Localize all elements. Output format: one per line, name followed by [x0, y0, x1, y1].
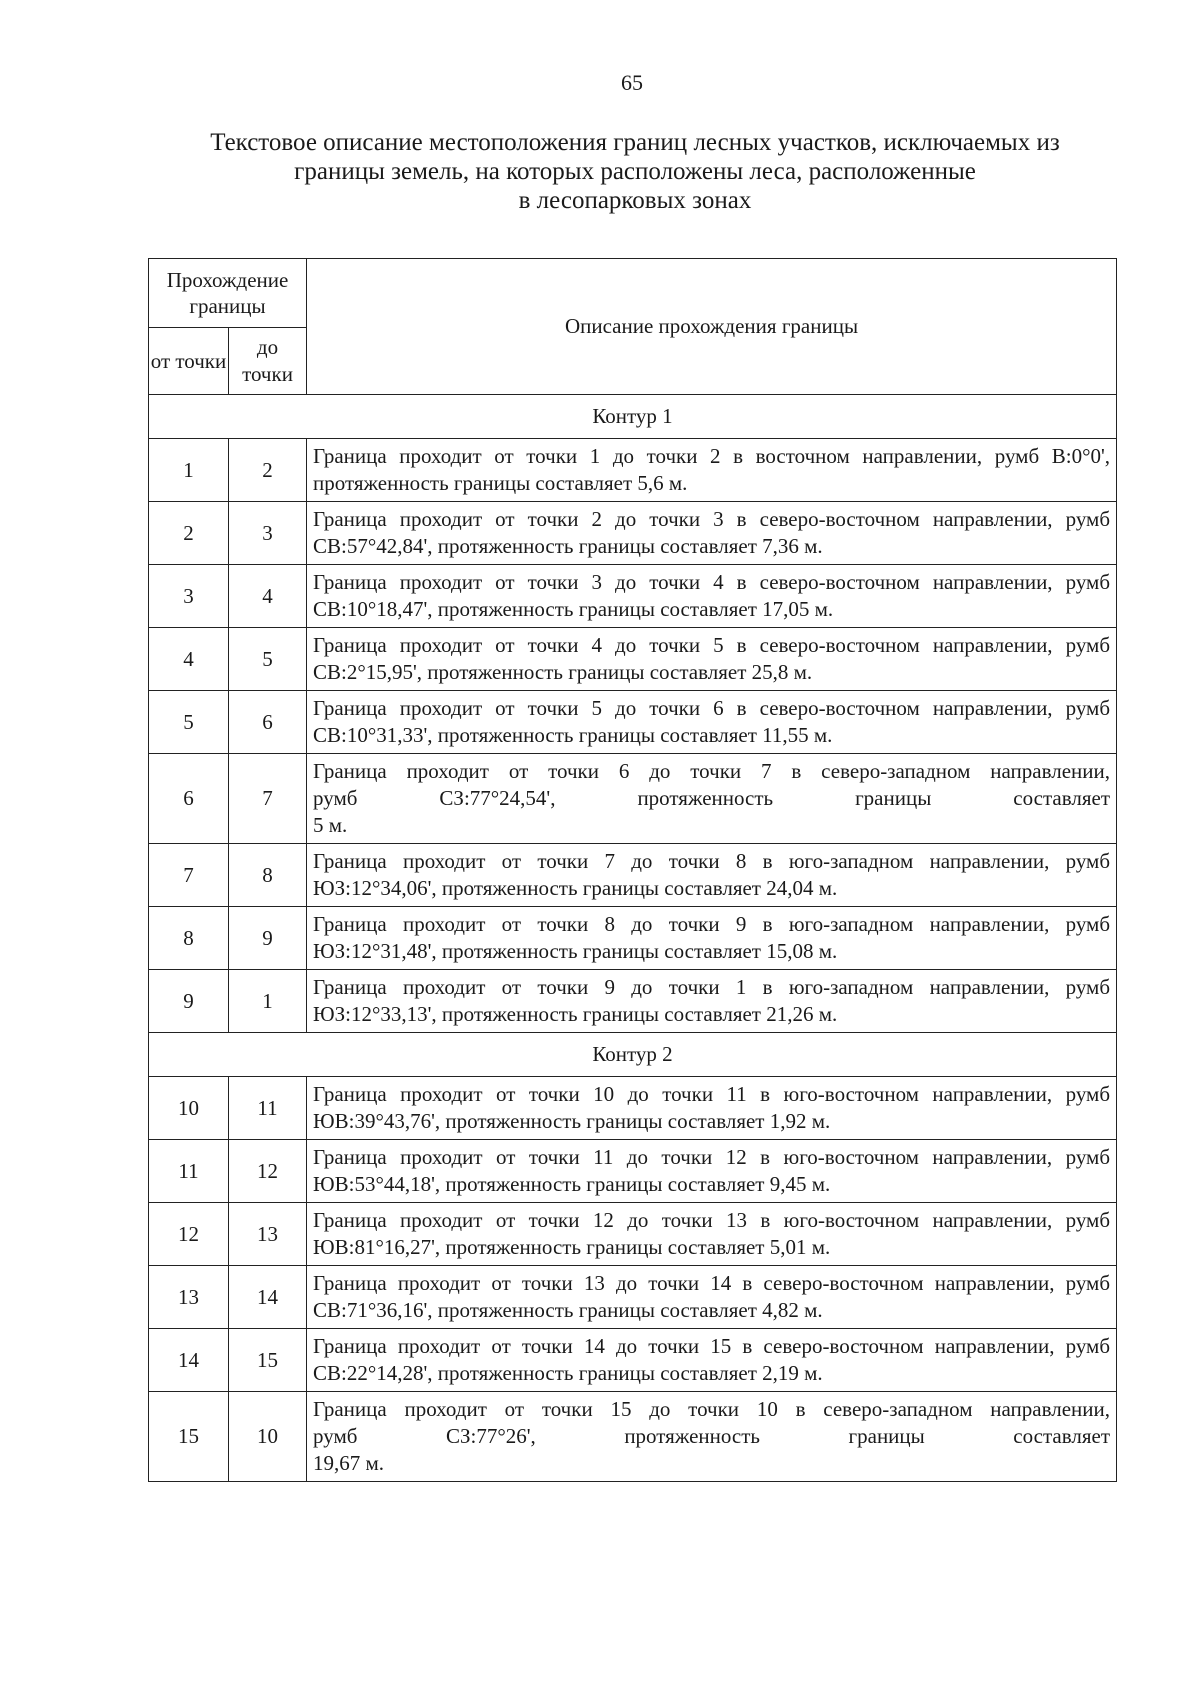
description-cell: Граница проходит от точки 1 до точки 2 в восточном направлении, румб В:0°0', протяженность границы составляет 5,6 м. [307, 439, 1117, 502]
table-row [149, 754, 1117, 844]
to-point-cell: 8 [229, 844, 307, 907]
description-cell: Граница проходит от точки 2 до точки 3 в северо-восточном направлении, румб СВ:57°42,84', протяженность границы составляет 7,36 м. [307, 502, 1117, 565]
from-point-cell: 5 [149, 691, 229, 754]
description-cell: Граница проходит от точки 3 до точки 4 в северо-восточном направлении, румб СВ:10°18,47', протяженность границы составляет 17,05 м. [307, 565, 1117, 628]
to-point-cell: 5 [229, 628, 307, 691]
header-to-point: до точки [229, 328, 307, 395]
table-row [149, 1392, 1117, 1482]
from-point-cell: 11 [149, 1140, 229, 1203]
description-line: 5 м. [313, 813, 348, 837]
to-point-cell: 4 [229, 565, 307, 628]
description-line: румб СЗ:77°26', протяженность границы составляет [313, 1424, 1111, 1448]
table-row [149, 565, 1117, 628]
header-boundary-passage: Прохождение границы [149, 259, 307, 328]
title-line: границы земель, на которых расположены леса, расположенные [294, 158, 976, 185]
from-point-cell: 13 [149, 1266, 229, 1329]
document-title [140, 128, 1130, 215]
description-line: румб СЗ:77°24,54', протяженность границы составляет [313, 786, 1111, 810]
description-cell: Граница проходит от точки 5 до точки 6 в северо-восточном направлении, румб СВ:10°31,33', протяженность границы составляет 11,55 м. [307, 691, 1117, 754]
from-point-cell: 14 [149, 1329, 229, 1392]
to-point-cell: 1 [229, 970, 307, 1033]
table-row [149, 439, 1117, 502]
table-row [149, 1140, 1117, 1203]
to-point-cell: 12 [229, 1140, 307, 1203]
from-point-cell: 15 [149, 1392, 229, 1482]
description-cell [307, 754, 1117, 844]
title-line: в лесопарковых зонах [518, 187, 752, 214]
table-row [149, 691, 1117, 754]
description-cell: Граница проходит от точки 12 до точки 13 в юго-восточном направлении, румб ЮВ:81°16,27', протяженность границы составляет 5,01 м. [307, 1203, 1117, 1266]
table-row [149, 1266, 1117, 1329]
from-point-cell: 3 [149, 565, 229, 628]
description-cell: Граница проходит от точки 7 до точки 8 в юго-западном направлении, румб ЮЗ:12°34,06', протяженность границы составляет 24,04 м. [307, 844, 1117, 907]
contour-label: Контур 2 [149, 1033, 1117, 1077]
from-point-cell: 4 [149, 628, 229, 691]
from-point-cell: 7 [149, 844, 229, 907]
description-cell: Граница проходит от точки 11 до точки 12 в юго-восточном направлении, румб ЮВ:53°44,18', протяженность границы составляет 9,45 м. [307, 1140, 1117, 1203]
description-cell: Граница проходит от точки 14 до точки 15 в северо-восточном направлении, румб СВ:22°14,28', протяженность границы составляет 2,19 м. [307, 1329, 1117, 1392]
contour-label: Контур 1 [149, 395, 1117, 439]
to-point-cell: 15 [229, 1329, 307, 1392]
header-boundary-description: Описание прохождения границы [307, 259, 1117, 395]
description-line: Граница проходит от точки 6 до точки 7 в северо-западном направлении, [313, 759, 1111, 783]
from-point-cell: 2 [149, 502, 229, 565]
description-cell: Граница проходит от точки 13 до точки 14 в северо-восточном направлении, румб СВ:71°36,16', протяженность границы составляет 4,82 м. [307, 1266, 1117, 1329]
to-point-cell: 7 [229, 754, 307, 844]
boundary-description-table [148, 258, 1117, 1482]
description-cell: Граница проходит от точки 8 до точки 9 в юго-западном направлении, румб ЮЗ:12°31,48', протяженность границы составляет 15,08 м. [307, 907, 1117, 970]
from-point-cell: 6 [149, 754, 229, 844]
table-row [149, 1203, 1117, 1266]
from-point-cell: 10 [149, 1077, 229, 1140]
description-line: Граница проходит от точки 15 до точки 10 в северо-западном направлении, [313, 1397, 1111, 1421]
table-row [149, 1077, 1117, 1140]
table-row [149, 970, 1117, 1033]
table-row [149, 907, 1117, 970]
page-number: 65 [621, 70, 643, 95]
description-cell [307, 1392, 1117, 1482]
from-point-cell: 8 [149, 907, 229, 970]
to-point-cell: 9 [229, 907, 307, 970]
description-cell: Граница проходит от точки 4 до точки 5 в северо-восточном направлении, румб СВ:2°15,95', протяженность границы составляет 25,8 м. [307, 628, 1117, 691]
description-cell: Граница проходит от точки 10 до точки 11 в юго-восточном направлении, румб ЮВ:39°43,76', протяженность границы составляет 1,92 м. [307, 1077, 1117, 1140]
to-point-cell: 2 [229, 439, 307, 502]
table-row [149, 628, 1117, 691]
from-point-cell: 1 [149, 439, 229, 502]
to-point-cell: 13 [229, 1203, 307, 1266]
table-row [149, 844, 1117, 907]
table-row [149, 1329, 1117, 1392]
from-point-cell: 9 [149, 970, 229, 1033]
title-line: Текстовое описание местоположения границ лесных участков, исключаемых из [210, 129, 1060, 156]
to-point-cell: 3 [229, 502, 307, 565]
to-point-cell: 6 [229, 691, 307, 754]
from-point-cell: 12 [149, 1203, 229, 1266]
to-point-cell: 11 [229, 1077, 307, 1140]
table-row [149, 502, 1117, 565]
header-from-point: от точки [149, 328, 229, 395]
to-point-cell: 10 [229, 1392, 307, 1482]
to-point-cell: 14 [229, 1266, 307, 1329]
description-line: 19,67 м. [313, 1451, 385, 1475]
description-cell: Граница проходит от точки 9 до точки 1 в юго-западном направлении, румб ЮЗ:12°33,13', протяженность границы составляет 21,26 м. [307, 970, 1117, 1033]
